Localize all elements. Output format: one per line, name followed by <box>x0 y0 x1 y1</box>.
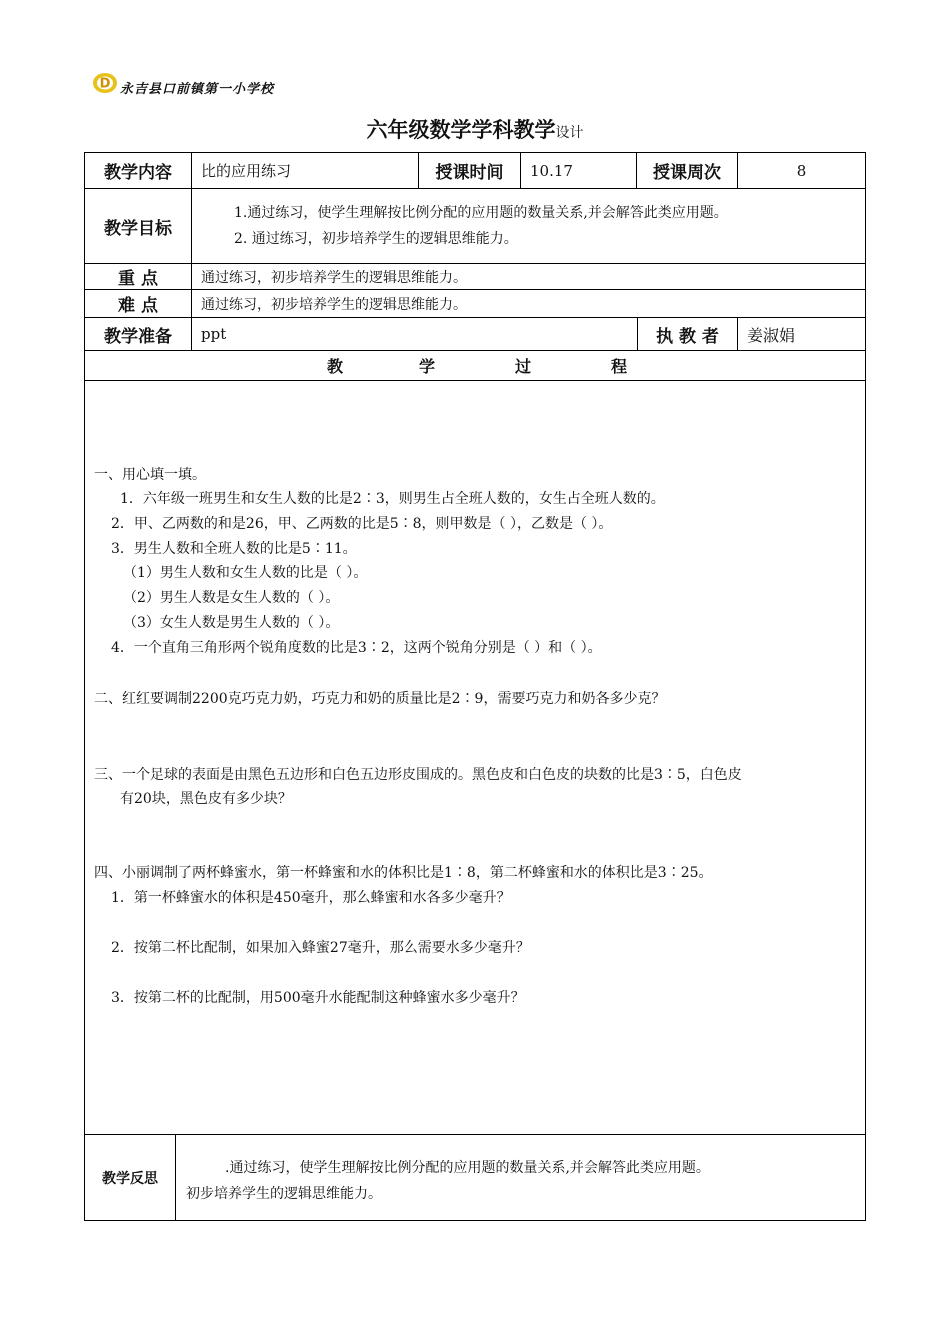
school-name: 永吉县口前镇第一小学校 <box>120 81 275 97</box>
time-value: 10.17 <box>521 153 637 188</box>
section-1-question-2: 2．甲、乙两数的和是26，甲、乙两数的比是5∶8，则甲数是（ ），乙数是（ ）。 <box>111 516 613 532</box>
section-1-question-3: 3．男生人数和全班人数的比是5∶11。 <box>111 541 357 557</box>
prep-value: ppt <box>192 318 638 350</box>
reflection-line-1: .通过练习，使学生理解按比例分配的应用题的数量关系,并会解答此类应用题。 <box>225 1160 710 1176</box>
school-logo <box>92 70 274 96</box>
section-1-question-3a: （1）男生人数和女生人数的比是（ ）。 <box>123 565 368 581</box>
title-main: 六年级数学学科教学 <box>366 118 556 142</box>
difficulty-label: 难 点 <box>85 290 192 317</box>
section-4-question-2: 2．按第二杯比配制，如果加入蜂蜜27毫升，那么需要水多少毫升？ <box>111 940 530 956</box>
title-suffix: 设计 <box>555 125 584 141</box>
goal-list <box>192 189 865 263</box>
section-3-line-1: 三、一个足球的表面是由黑色五边形和白色五边形皮围成的。黑色皮和白色皮的块数的比是3∶5，白色皮 <box>94 767 742 783</box>
page-title <box>0 114 950 144</box>
teacher-label: 执 教 者 <box>638 318 738 350</box>
section-1-question-4: 4．一个直角三角形两个锐角度数的比是3∶2，这两个锐角分别是（ ）和（ ）。 <box>111 640 602 656</box>
school-emblem-icon <box>92 70 118 96</box>
section-1-question-1: 1．六年级一班男生和女生人数的比是2∶3，则男生占全班人数的，女生占全班人数的。 <box>120 491 665 507</box>
table-row-goals <box>85 189 865 264</box>
reflection-label: 教学反思 <box>85 1135 176 1220</box>
table-row-difficulty <box>85 290 865 318</box>
goal-item-1: 1.通过练习，使学生理解按比例分配的应用题的数量关系,并会解答此类应用题。 <box>234 205 728 221</box>
section-1-question-3c: （3）女生人数是男生人数的（ ）。 <box>123 615 340 631</box>
goal-item-2: 2. 通过练习，初步培养学生的逻辑思维能力。 <box>234 231 518 247</box>
section-4-question-3: 3．按第二杯的比配制，用500毫升水能配制这种蜂蜜水多少毫升？ <box>111 990 525 1006</box>
goal-label: 教学目标 <box>85 189 192 263</box>
key-value: 通过练习，初步培养学生的逻辑思维能力。 <box>201 269 467 286</box>
section-1-title: 一、用心填一填。 <box>94 467 206 483</box>
time-label: 授课时间 <box>419 153 521 188</box>
section-4-title: 四、小丽调制了两杯蜂蜜水，第一杯蜂蜜和水的体积比是1∶8，第二杯蜂蜜和水的体积比是3∶25。 <box>94 865 713 881</box>
process-header-char-1: 教 <box>326 357 343 376</box>
lesson-plan-table <box>84 152 866 1221</box>
content-label: 教学内容 <box>85 153 192 188</box>
table-row-header-info <box>85 153 865 189</box>
process-header-char-2: 学 <box>418 357 435 376</box>
key-label: 重 点 <box>85 264 192 289</box>
section-1-question-3b: （2）男生人数是女生人数的（ ）。 <box>123 590 340 606</box>
teacher-value: 姜淑娟 <box>747 325 796 345</box>
process-header-char-4: 程 <box>610 357 627 376</box>
process-body <box>85 381 865 1135</box>
svg-text:D: D <box>99 76 111 92</box>
week-label: 授课周次 <box>637 153 738 188</box>
table-row-key-point <box>85 264 865 290</box>
section-4-question-1: 1．第一杯蜂蜜水的体积是450毫升，那么蜂蜜和水各多少毫升？ <box>111 890 511 906</box>
week-value: 8 <box>796 161 807 180</box>
reflection-line-2: 初步培养学生的逻辑思维能力。 <box>186 1186 382 1202</box>
content-value: 比的应用练习 <box>192 153 419 188</box>
section-3-line-2: 有20块，黑色皮有多少块？ <box>120 791 292 807</box>
process-header-char-3: 过 <box>514 357 531 376</box>
section-2: 二、红红要调制2200克巧克力奶，巧克力和奶的质量比是2∶9，需要巧克力和奶各多少克？ <box>94 691 666 707</box>
prep-label: 教学准备 <box>85 318 192 350</box>
table-row-prep <box>85 318 865 351</box>
difficulty-value: 通过练习，初步培养学生的逻辑思维能力。 <box>201 296 467 313</box>
process-header <box>85 351 865 381</box>
